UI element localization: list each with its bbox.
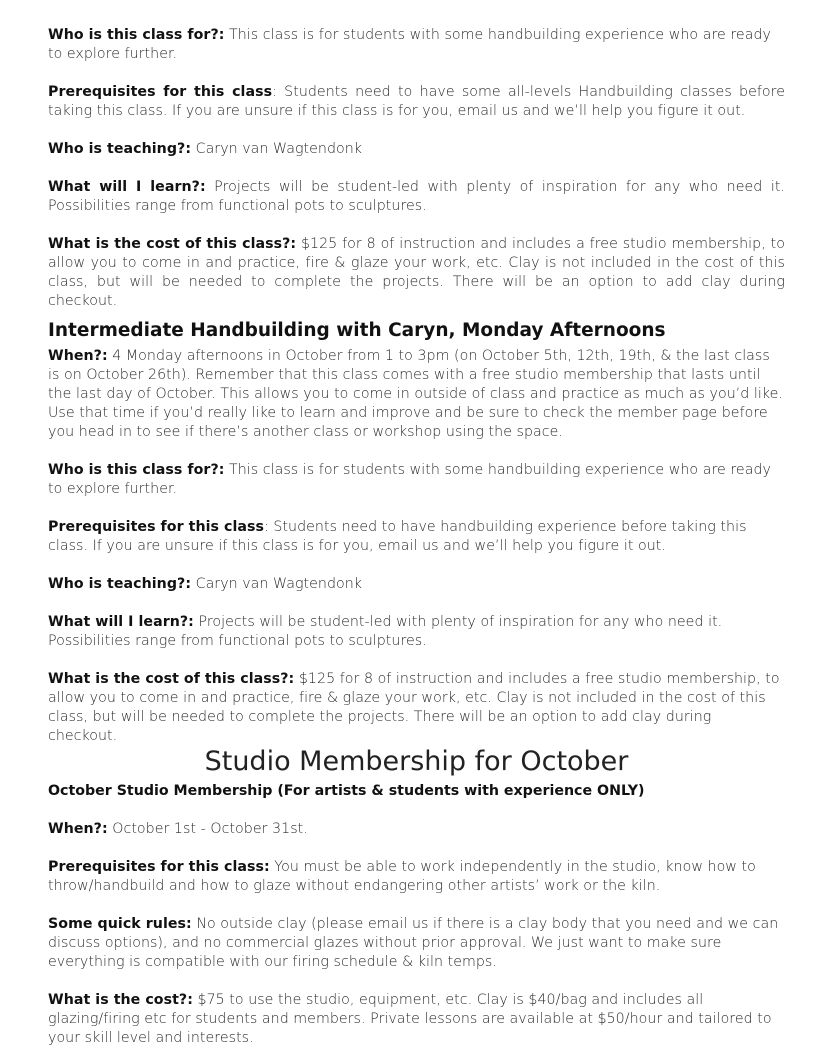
- who-for-text: This class is for students with some handbuilding experience who are ready to explore further.: [48, 27, 771, 62]
- teacher-text: Caryn van Wagtendonk: [191, 576, 363, 592]
- prereq-paragraph: [48, 518, 785, 556]
- cost-paragraph: [48, 235, 785, 311]
- who-for-paragraph: [48, 26, 785, 64]
- prereq-paragraph: [48, 83, 785, 121]
- learn-paragraph: [48, 178, 785, 216]
- cost-label: What is the cost of this class?:: [48, 236, 297, 252]
- cost-text: $125 for 8 of instruction and includes a free studio membership, to allow you to come in and practice, fire & glaze your work, etc. Clay is not included in the cost of this class, but will be needed to complete the projects. There will be an option to add clay during checkout.: [48, 671, 780, 744]
- learn-label: What will I learn?:: [48, 614, 194, 630]
- rules-paragraph: [48, 915, 785, 972]
- when-text: October 1st - October 31st.: [107, 821, 308, 837]
- who-for-label: Who is this class for?:: [48, 27, 225, 43]
- membership-subheading: October Studio Membership (For artists & students with experience ONLY): [48, 783, 645, 799]
- document-page: [48, 26, 785, 1048]
- cost-text: $125 for 8 of instruction and includes a free studio membership, to allow you to come in and practice, fire & glaze your work, etc. Clay is not included in the cost of this class, but will be needed to complete the projects. There will be an option to add clay during checkout.: [48, 236, 785, 309]
- cost-paragraph: [48, 670, 785, 746]
- cost-text: $75 to use the studio, equipment, etc. Clay is $40/bag and includes all glazing/firing etc for students and members. Private lessons are available at $50/hour and tailored to your skill level and interests.: [48, 992, 772, 1046]
- when-paragraph: [48, 820, 785, 839]
- prereq-text: You must be able to work independently in the studio, know how to throw/handbuild and how to glaze without endangering other artists’ work or the kiln.: [48, 859, 756, 894]
- learn-paragraph: [48, 613, 785, 651]
- when-paragraph: [48, 347, 785, 442]
- teacher-label: Who is teaching?:: [48, 576, 192, 592]
- prereq-text: : Students need to have some all-levels Handbuilding classes before taking this class. If you are unsure if this class is for you, email us and we’ll help you figure it out.: [48, 84, 785, 119]
- prereq-text: : Students need to have handbuilding experience before taking this class. If you are unsure if this class is for you, email us and we’ll help you figure it out.: [48, 519, 747, 554]
- cost-paragraph: [48, 991, 785, 1048]
- when-label: When?:: [48, 348, 108, 364]
- rules-label: Some quick rules:: [48, 916, 192, 932]
- teacher-text: Caryn van Wagtendonk: [191, 141, 363, 157]
- who-for-paragraph: [48, 461, 785, 499]
- teacher-paragraph: [48, 140, 785, 159]
- prereq-label: Prerequisites for this class:: [48, 859, 270, 875]
- prereq-label: Prerequisites for this class: [48, 84, 273, 100]
- section-heading-studio-membership: Studio Membership for October: [204, 746, 629, 777]
- learn-text: Projects will be student-led with plenty of inspiration for any who need it. Possibilities range from functional pots to sculptures.: [48, 614, 723, 649]
- cost-label: What is the cost?:: [48, 992, 193, 1008]
- who-for-label: Who is this class for?:: [48, 462, 225, 478]
- teacher-label: Who is teaching?:: [48, 141, 192, 157]
- who-for-text: This class is for students with some handbuilding experience who are ready to explore further.: [48, 462, 771, 497]
- learn-label: What will I learn?:: [48, 179, 206, 195]
- prereq-paragraph: [48, 858, 785, 896]
- prereq-label: Prerequisites for this class: [48, 519, 264, 535]
- learn-text: Projects will be student-led with plenty of inspiration for any who need it. Possibilities range from functional pots to sculptures.: [48, 179, 785, 214]
- teacher-paragraph: [48, 575, 785, 594]
- when-text: 4 Monday afternoons in October from 1 to 3pm (on October 5th, 12th, 19th, & the last class is on October 26th). Remember that this class comes with a free studio membership that lasts until the last day of October. This allows you to come in outside of class and practice as much as you’d like. Use that time if you’d really like to learn and improve and be sure to check the member page before you head in to see if there’s another class or workshop using the space.: [48, 348, 783, 440]
- section-heading-intermediate: Intermediate Handbuilding with Caryn, Monday Afternoons: [48, 320, 666, 341]
- cost-label: What is the cost of this class?:: [48, 671, 295, 687]
- rules-text: No outside clay (please email us if there is a clay body that you need and we can discuss options), and no commercial glazes without prior approval. We just want to make sure everything is compatible with our firing schedule & kiln temps.: [48, 916, 779, 970]
- when-label: When?:: [48, 821, 108, 837]
